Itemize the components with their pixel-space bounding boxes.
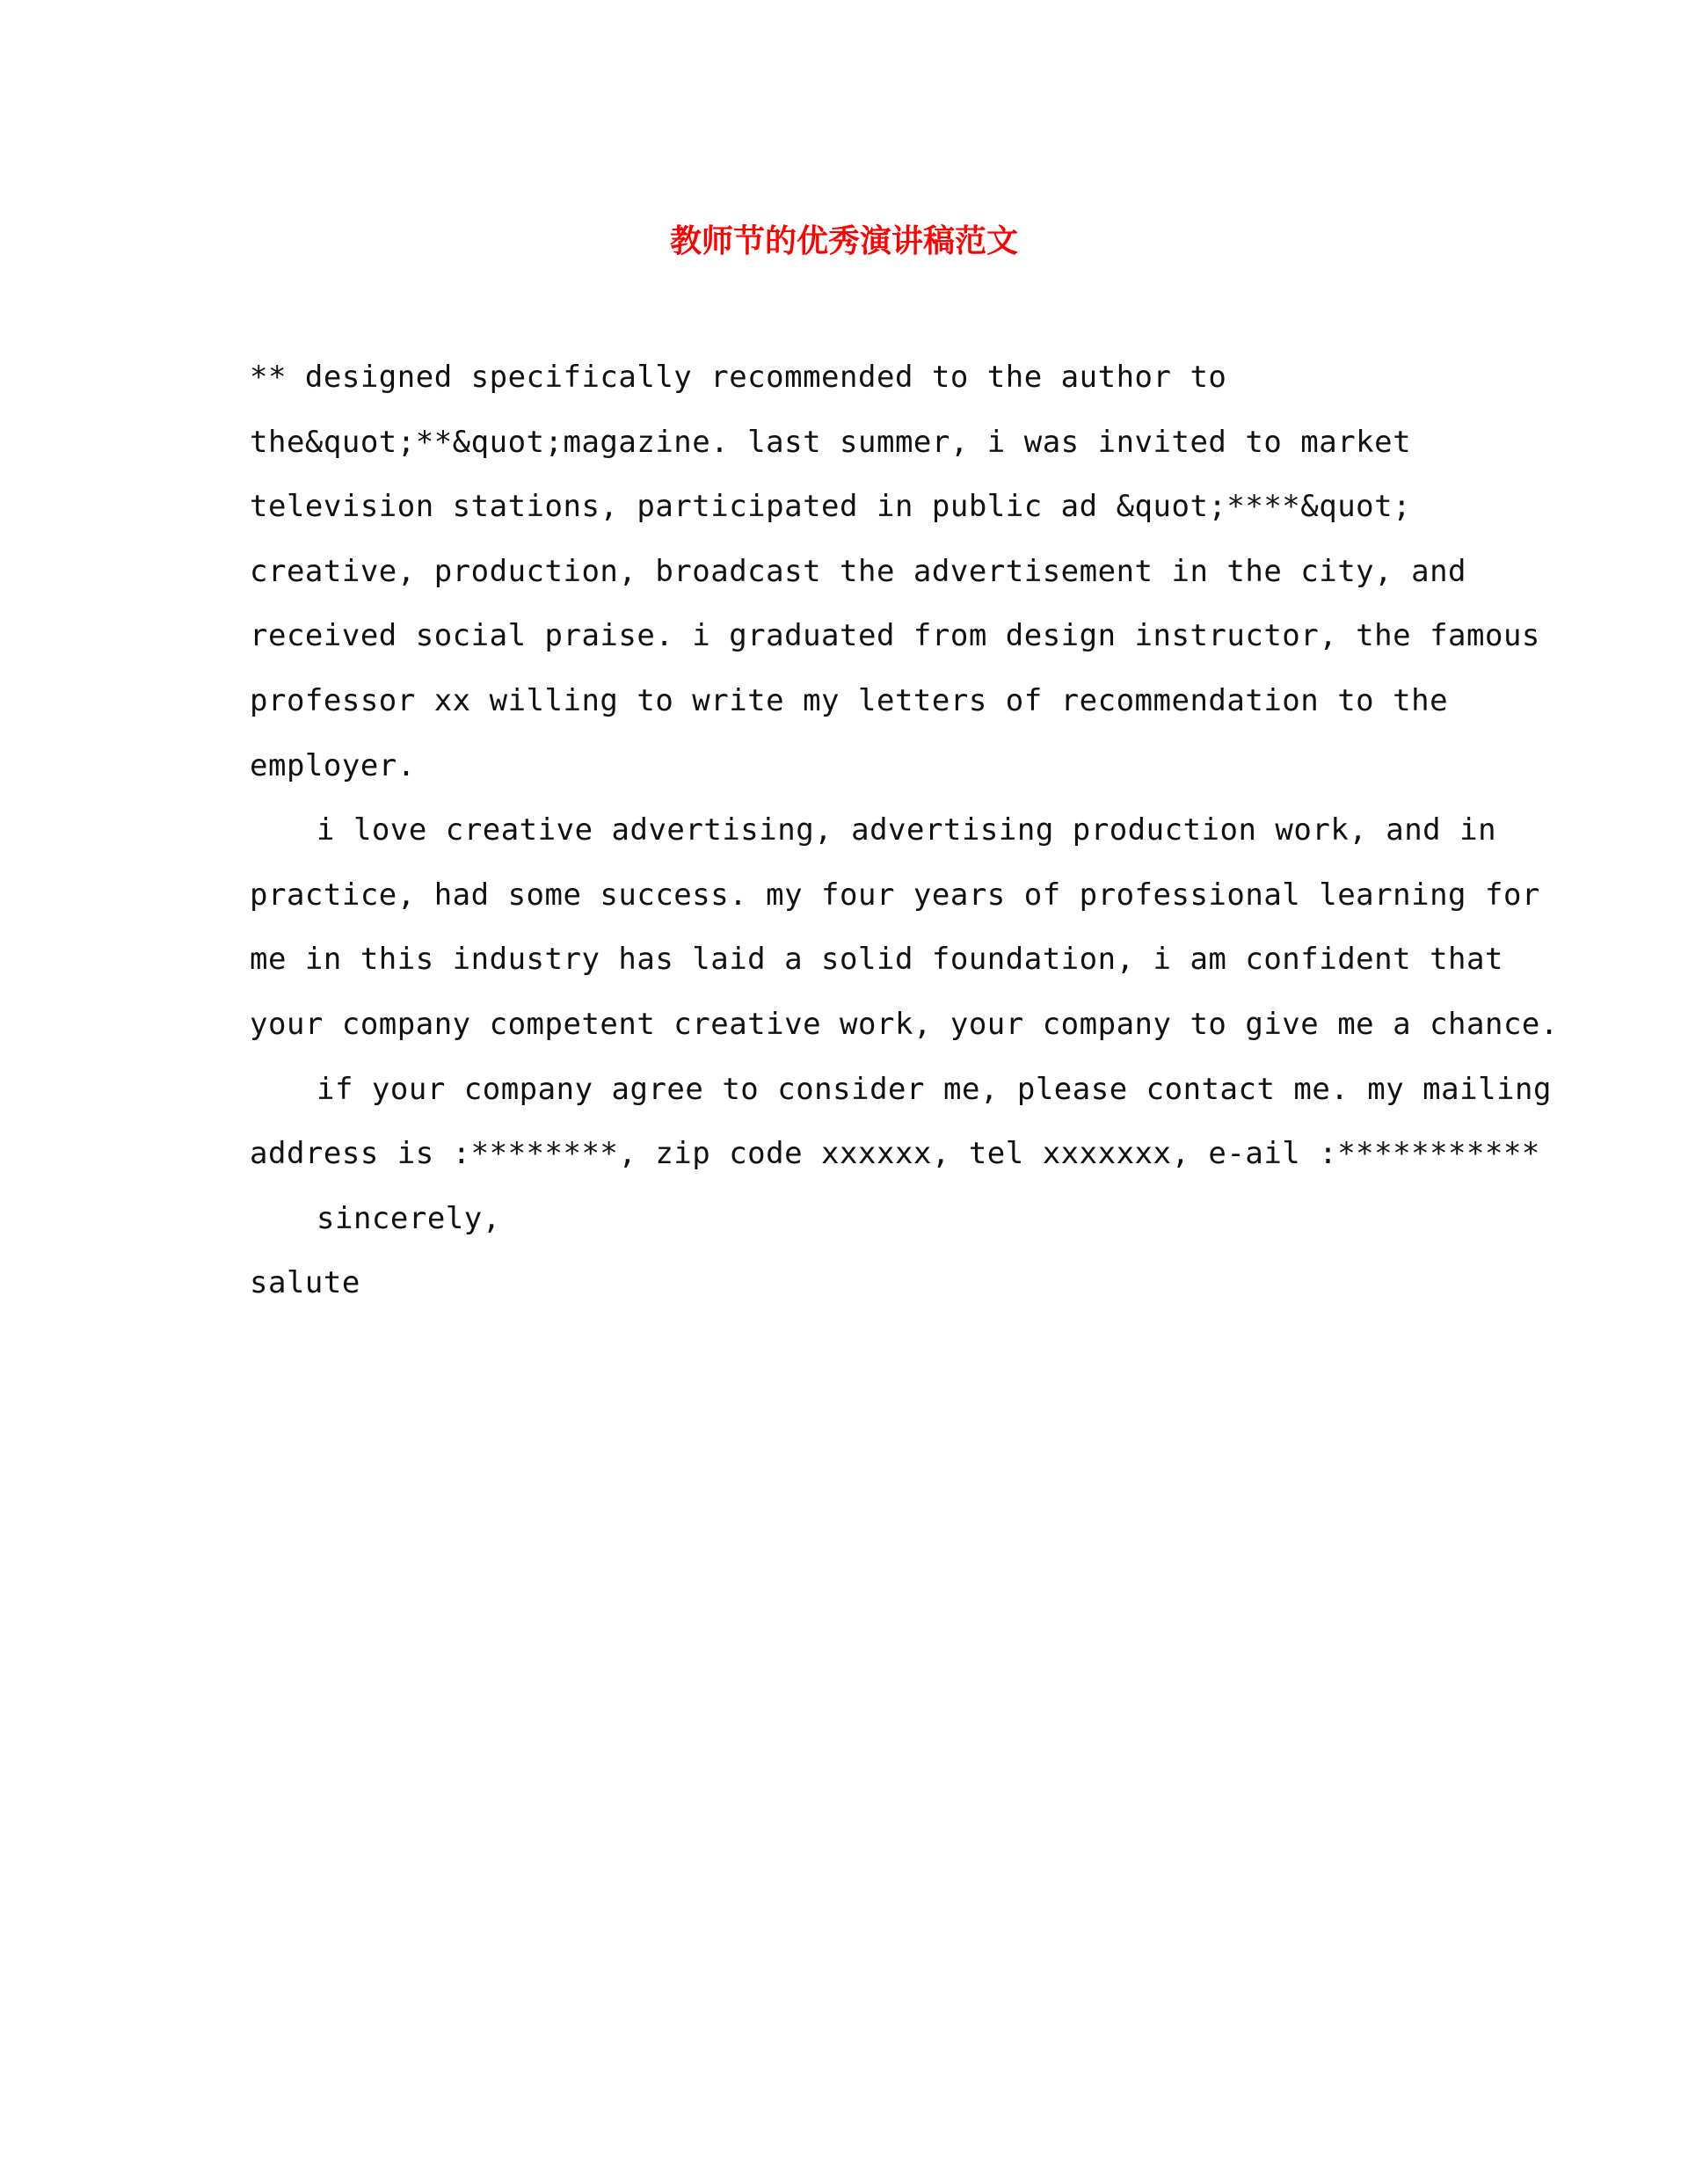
text-line: practice, had some success. my four years of professional learning for: [250, 877, 1540, 913]
text-line: if your company agree to consider me, please contact me. my mailing: [316, 1071, 1552, 1107]
text-line: me in this industry has laid a solid foundation, i am confident that: [250, 942, 1503, 978]
closing-salute: [250, 1251, 1428, 1316]
text-line: professor xx willing to write my letters of recommendation to the: [250, 682, 1449, 718]
text-line: received social praise. i graduated from design instructor, the famous: [250, 618, 1540, 654]
document-body: [250, 346, 1559, 1316]
paragraph-2: [250, 798, 1559, 1057]
text-line: your company competent creative work, your company to give me a chance.: [250, 1006, 1559, 1042]
text-line: ** designed specifically recommended to the author to: [250, 360, 1227, 395]
text-line: the&quot;**&quot;magazine. last summer, i was invited to market: [250, 424, 1412, 460]
page-title: 教师节的优秀演讲稿范文: [669, 222, 1018, 259]
text-line: address is :********, zip code xxxxxx, tel xxxxxxx, e-ail :***********: [250, 1136, 1540, 1172]
text-line: i love creative advertising, advertising production work, and in: [316, 812, 1497, 848]
text-line: salute: [250, 1265, 360, 1301]
text-line: employer.: [250, 747, 416, 783]
text-line: sincerely,: [316, 1200, 501, 1236]
closing-sincerely: [250, 1187, 1428, 1252]
text-line: television stations, participated in public ad &quot;****&quot;: [250, 489, 1412, 525]
paragraph-1: [250, 346, 1540, 798]
text-line: creative, production, broadcast the advertisement in the city, and: [250, 553, 1467, 589]
paragraph-3: [250, 1058, 1552, 1187]
